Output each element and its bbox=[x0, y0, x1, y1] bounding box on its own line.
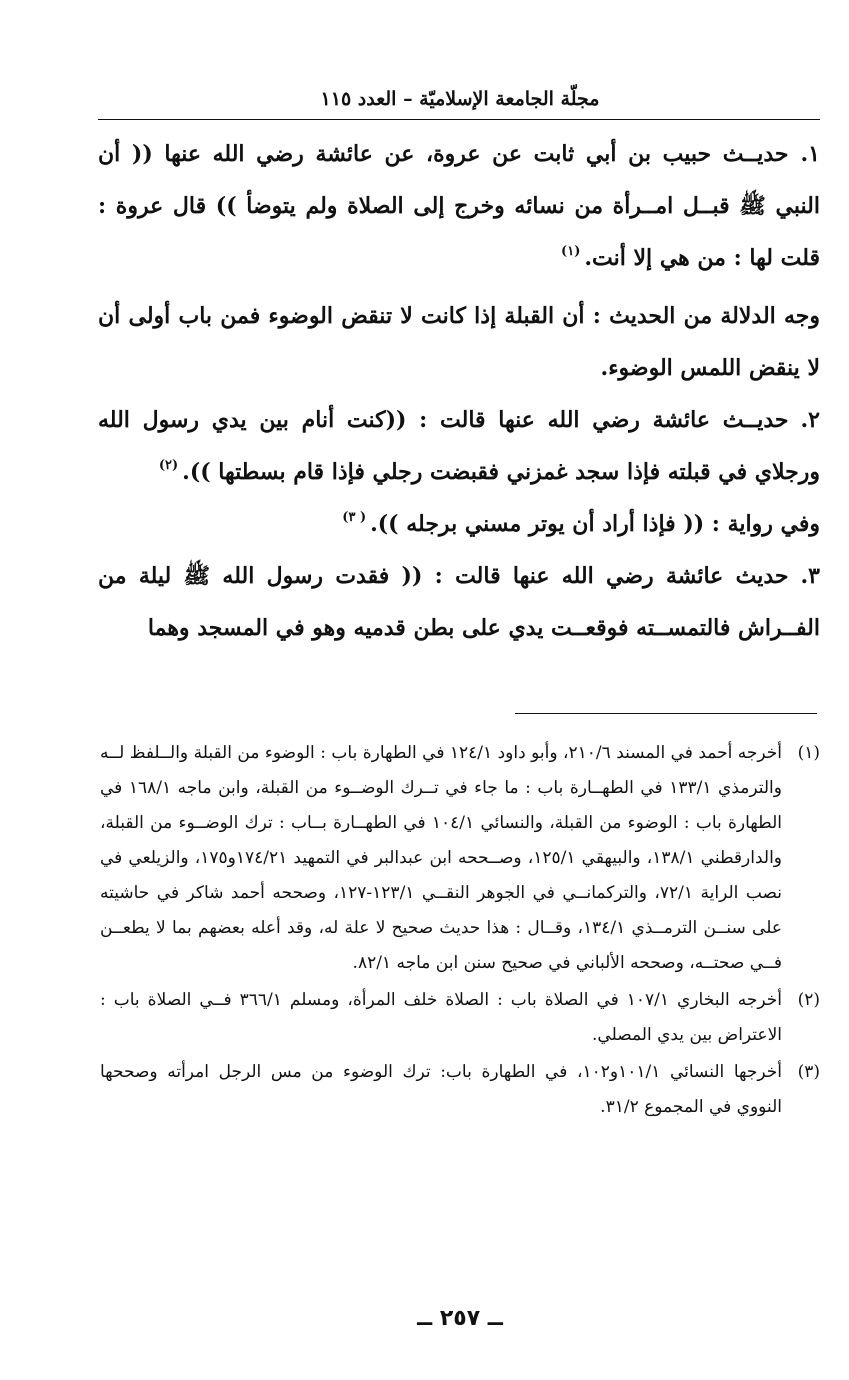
footnote-marker: (٣) bbox=[797, 1062, 820, 1082]
item-number-1: ١. bbox=[800, 141, 820, 167]
footnote-ref-2: (٢) bbox=[158, 458, 179, 473]
riwaya-text: وفي رواية : (( فإذا أراد أن يوتر مسني برجله )). bbox=[370, 511, 820, 537]
footnote-ref-3: ( ٣) bbox=[342, 510, 367, 525]
footnote-text: أخرجه أحمد في المسند ٢١٠/٦، وأبو داود ١٢٤/١ في الطهارة باب : الوضوء من القبلة والــلفظ لــه والترمذي ١٣٣/١ في الطهــارة باب : ما جاء في تــرك الوضــوء من القبلة، وابن ماجه ١٦٨/١ في الطهارة باب : الوضوء من القبلة، والنسائي ١٠٤/١ في الطهــارة بــاب : ترك الوضــوء من القبلة، والدارقطني ١٣٨/١، والبيهقي ١٢٥/١، وصــححه ابن عبدالبر في التمهيد ١٧٤/٢١و١٧٥، والزيلعي في نصب الراية ٧٢/١، والتركمانــي في الجوهر النقــي ١٢٣/١-١٢٧، وصححه أحمد شاكر في حاشيته على سنــن الترمــذي ١٣٤/١، وقــال : هذا حديث صحيح لا علة له، وقد أعله بعضهم بما لا يطعــن فــي صحتــه، وصححه الألباني في صحيح سنن ابن ماجه ٨٢/١. bbox=[100, 743, 783, 973]
hadith-item-2 bbox=[98, 394, 820, 498]
item-number-3: ٣. bbox=[800, 563, 820, 589]
footnote-text: أخرجها النسائي ١٠١/١و١٠٢، في الطهارة باب: ترك الوضوء من مس الرجل امرأته وصححها النووي في المجموع ٣١/٢. bbox=[100, 1062, 782, 1117]
hadith-item-3 bbox=[98, 550, 820, 654]
journal-header-title: مجلّة الجامعة الإسلاميّة – العدد ١١٥ bbox=[320, 88, 600, 110]
riwaya-paragraph bbox=[98, 498, 820, 550]
footnote-separator bbox=[515, 713, 817, 714]
footnote-ref-1: (١) bbox=[561, 244, 581, 259]
header-rule bbox=[98, 119, 820, 120]
evidence-paragraph bbox=[98, 290, 820, 394]
page-number: ــ ٢٥٧ ــ bbox=[417, 1306, 503, 1331]
footnote-item bbox=[100, 983, 820, 1053]
footnote-text: أخرجه البخاري ١٠٧/١ في الصلاة باب : الصلاة خلف المرأة، ومسلم ٣٦٦/١ فــي الصلاة باب : الاعتراض بين يدي المصلي. bbox=[100, 990, 782, 1045]
item-number-2: ٢. bbox=[800, 407, 820, 433]
hadith-item-1 bbox=[98, 128, 820, 284]
hadith-text-1: حديــث حبيب بن أبي ثابت عن عروة، عن عائشة رضي الله عنها (( أن النبي ﷺ قبــل امــرأة من نسائه وخرج إلى الصلاة ولم يتوضأ )) قال عروة : قلت لها : من هي إلا أنت. bbox=[98, 141, 820, 271]
hadith-text-2: حديــث عائشة رضي الله عنها قالت : ((كنت أنام بين يدي رسول الله ورجلاي في قبلته فإذا سجد غمزني فقبضت رجلي فإذا قام بسطتها )). bbox=[98, 407, 820, 485]
footnote-item bbox=[100, 736, 820, 981]
evidence-text: وجه الدلالة من الحديث : أن القبلة إذا كانت لا تنقض الوضوء فمن باب أولى أن لا ينقض اللمس الوضوء. bbox=[98, 303, 820, 381]
main-text bbox=[98, 128, 820, 654]
hadith-text-3: حديث عائشة رضي الله عنها قالت : (( فقدت رسول الله ﷺ ليلة من الفــراش فالتمســته فوقعــت يدي على بطن قدميه وهو في المسجد وهما bbox=[98, 563, 820, 641]
footnotes-section bbox=[100, 736, 820, 1127]
footnote-marker: (٢) bbox=[797, 990, 820, 1010]
footnote-marker: (١) bbox=[797, 743, 820, 763]
footnote-item bbox=[100, 1055, 820, 1125]
